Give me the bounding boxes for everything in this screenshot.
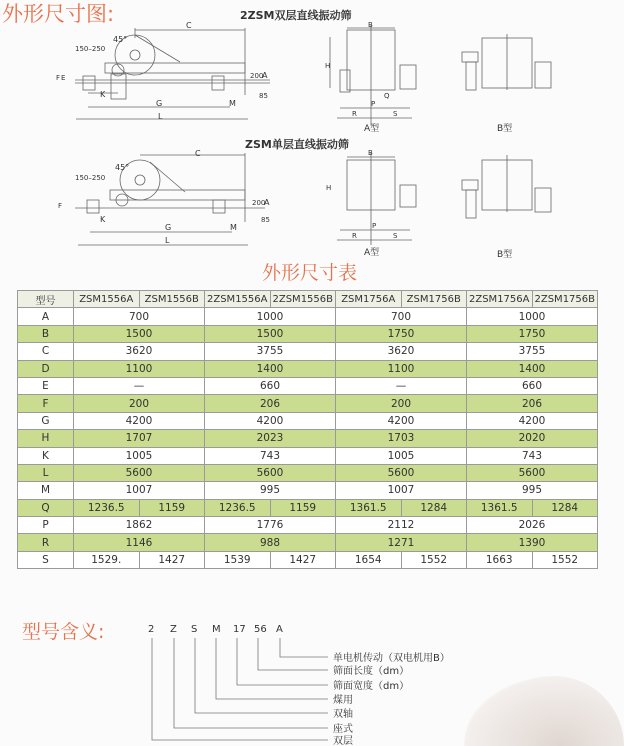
cell: 700 <box>74 308 205 325</box>
cell: 660 <box>467 377 598 394</box>
label-K-single: K <box>100 215 106 224</box>
cell: 5600 <box>205 464 336 481</box>
label-B: B <box>368 21 373 29</box>
cell: 1400 <box>467 360 598 377</box>
row-key: G <box>18 412 74 429</box>
cell: — <box>336 377 467 394</box>
cell: 5600 <box>336 464 467 481</box>
cell: 1529. <box>74 551 140 568</box>
cell: 1000 <box>205 308 336 325</box>
cell: 1500 <box>205 325 336 342</box>
model-code-part: 2 <box>148 624 155 635</box>
row-key: R <box>18 534 74 551</box>
row-key: D <box>18 360 74 377</box>
cell: 1552 <box>401 551 467 568</box>
model-code-part: M <box>212 624 221 635</box>
label-M: M <box>229 99 236 108</box>
label-P-single: P <box>372 222 377 230</box>
row-key: K <box>18 447 74 464</box>
cell: 1100 <box>74 360 205 377</box>
column-header: 2ZSM1556A <box>205 291 271 308</box>
side-view-b-double <box>462 34 551 90</box>
cell: 1159 <box>139 499 205 516</box>
cell: 200 <box>74 395 205 412</box>
label-R: R <box>352 110 357 118</box>
cell: 5600 <box>467 464 598 481</box>
table-row <box>18 308 598 325</box>
cell: 1005 <box>74 447 205 464</box>
table-row <box>18 430 598 447</box>
dimension-drawing-heading: 外形尺寸图: <box>2 2 115 26</box>
side-view-a-single <box>337 152 416 245</box>
cell: 2020 <box>467 430 598 447</box>
model-code-diagram <box>0 612 624 746</box>
cell: 988 <box>205 534 336 551</box>
label-angle-single: 45° <box>115 163 130 172</box>
cell: 995 <box>467 482 598 499</box>
label-200-single: 200 <box>252 199 266 207</box>
label-C-single: C <box>195 149 201 158</box>
cell: 3755 <box>205 343 336 360</box>
cell: 1361.5 <box>336 499 402 516</box>
model-code-part: 17 <box>233 624 246 635</box>
row-key: F <box>18 395 74 412</box>
cell: 1361.5 <box>467 499 533 516</box>
dimension-table <box>17 290 598 569</box>
connector-line <box>237 638 328 685</box>
column-header: ZSM1556B <box>139 291 205 308</box>
connector-line <box>216 638 328 699</box>
cell: 1007 <box>336 482 467 499</box>
model-code-part: Z <box>170 624 177 635</box>
cell: 4200 <box>467 412 598 429</box>
cell: 2026 <box>467 517 598 534</box>
model-meaning-heading: 型号含义: <box>22 621 105 643</box>
column-header: ZSM1556A <box>74 291 140 308</box>
cell: 1862 <box>74 517 205 534</box>
row-key: S <box>18 551 74 568</box>
table-row <box>18 395 598 412</box>
label-range: 150–250 <box>75 45 106 53</box>
cell: 206 <box>205 395 336 412</box>
table-row <box>18 377 598 394</box>
cell: 660 <box>205 377 336 394</box>
table-row <box>18 447 598 464</box>
label-F-E: FE <box>56 74 66 82</box>
table-row <box>18 482 598 499</box>
model-code-meaning: 座式 <box>333 724 353 735</box>
column-header: 2ZSM1556B <box>270 291 336 308</box>
cell: 3755 <box>467 343 598 360</box>
row-key: P <box>18 517 74 534</box>
side-view-a-double <box>330 25 416 125</box>
model-code-meaning: 煤用 <box>333 695 353 706</box>
model-code-meaning: 筛面宽度（dm） <box>333 681 410 692</box>
table-row <box>18 325 598 342</box>
label-A-single: A <box>264 198 270 207</box>
model-code-part: 56 <box>254 624 267 635</box>
double-deck-title: 2ZSM双层直线振动筛 <box>240 9 352 22</box>
cell: 1427 <box>270 551 336 568</box>
model-code-part: A <box>276 624 283 635</box>
cell: 2112 <box>336 517 467 534</box>
cell: 1750 <box>467 325 598 342</box>
label-C: C <box>186 21 192 30</box>
label-P: P <box>371 100 376 108</box>
column-header: ZSM1756A <box>336 291 402 308</box>
label-type-b-single: B型 <box>497 250 513 258</box>
single-deck-title: ZSM单层直线振动筛 <box>245 138 349 151</box>
cell: 995 <box>205 482 336 499</box>
label-B-single: B <box>368 149 373 157</box>
label-type-a-single: A型 <box>364 248 380 258</box>
label-type-a: A型 <box>364 124 380 134</box>
cell: 1100 <box>336 360 467 377</box>
dimension-table-heading: 外形尺寸表 <box>262 262 358 284</box>
connector-line <box>152 638 328 740</box>
cell: 1427 <box>139 551 205 568</box>
connector-line <box>195 638 328 713</box>
table-row <box>18 412 598 429</box>
cell: 1663 <box>467 551 533 568</box>
cell: 1159 <box>270 499 336 516</box>
label-G: G <box>156 99 163 108</box>
label-S-single: S <box>393 232 398 240</box>
cell: 4200 <box>205 412 336 429</box>
cell: 1236.5 <box>74 499 140 516</box>
cell: 1776 <box>205 517 336 534</box>
cell: 1707 <box>74 430 205 447</box>
column-header: 型号 <box>18 291 74 308</box>
cell: 4200 <box>336 412 467 429</box>
label-Q: Q <box>384 92 390 100</box>
cell: 743 <box>467 447 598 464</box>
label-F-single: F <box>58 202 63 210</box>
cell: 1654 <box>336 551 402 568</box>
label-85-single: 85 <box>261 216 270 224</box>
cell: 206 <box>467 395 598 412</box>
label-L-single: L <box>165 236 170 245</box>
model-code-meaning: 筛面长度（dm） <box>333 666 410 677</box>
label-200: 200 <box>250 72 264 80</box>
label-H-single: H <box>326 184 332 192</box>
label-R-single: R <box>352 232 357 240</box>
cell: 1500 <box>74 325 205 342</box>
cell: 1284 <box>532 499 598 516</box>
model-code-part: S <box>191 624 198 635</box>
connector-line <box>174 638 328 728</box>
table-row <box>18 499 598 516</box>
table-row <box>18 360 598 377</box>
cell: 200 <box>336 395 467 412</box>
cell: 1552 <box>532 551 598 568</box>
label-S: S <box>393 110 398 118</box>
column-header: 2ZSM1756B <box>532 291 598 308</box>
row-key: A <box>18 308 74 325</box>
cell: 1271 <box>336 534 467 551</box>
table-row <box>18 464 598 481</box>
cell: 1400 <box>205 360 336 377</box>
label-type-b: B型 <box>497 124 513 134</box>
connector-line <box>280 638 328 657</box>
model-code-meaning: 单电机传动（双电机用B） <box>333 653 450 664</box>
row-key: C <box>18 343 74 360</box>
row-key: M <box>18 482 74 499</box>
cell: 1007 <box>74 482 205 499</box>
cell: 1703 <box>336 430 467 447</box>
label-L: L <box>158 112 163 121</box>
row-key: Q <box>18 499 74 516</box>
connector-line <box>258 638 328 670</box>
label-angle: 45° <box>113 35 128 44</box>
table-row <box>18 517 598 534</box>
cell: 743 <box>205 447 336 464</box>
table-row <box>18 551 598 568</box>
cell: 1146 <box>74 534 205 551</box>
label-range-single: 150–250 <box>75 174 106 182</box>
cell: 1750 <box>336 325 467 342</box>
label-H: H <box>325 62 331 70</box>
table-row <box>18 534 598 551</box>
label-K: K <box>100 90 106 99</box>
row-key: H <box>18 430 74 447</box>
cell: 4200 <box>74 412 205 429</box>
column-header: ZSM1756B <box>401 291 467 308</box>
cell: 1539 <box>205 551 271 568</box>
cell: 3620 <box>74 343 205 360</box>
label-M-single: M <box>230 223 237 232</box>
row-key: L <box>18 464 74 481</box>
cell: 1000 <box>467 308 598 325</box>
row-key: B <box>18 325 74 342</box>
cell: — <box>74 377 205 394</box>
side-view-b-single <box>462 155 551 218</box>
table-row <box>18 343 598 360</box>
column-header: 2ZSM1756A <box>467 291 533 308</box>
cell: 1284 <box>401 499 467 516</box>
model-code-meaning: 双轴 <box>333 709 353 720</box>
cell: 700 <box>336 308 467 325</box>
label-G-single: G <box>165 223 172 232</box>
label-85: 85 <box>259 92 268 100</box>
front-view-double <box>75 28 270 119</box>
dimension-drawings <box>0 0 624 258</box>
cell: 3620 <box>336 343 467 360</box>
cell: 1005 <box>336 447 467 464</box>
row-key: E <box>18 377 74 394</box>
model-code-meaning: 双层 <box>333 736 353 746</box>
cell: 2023 <box>205 430 336 447</box>
label-A: A <box>262 71 268 80</box>
cell: 5600 <box>74 464 205 481</box>
cell: 1236.5 <box>205 499 271 516</box>
cell: 1390 <box>467 534 598 551</box>
